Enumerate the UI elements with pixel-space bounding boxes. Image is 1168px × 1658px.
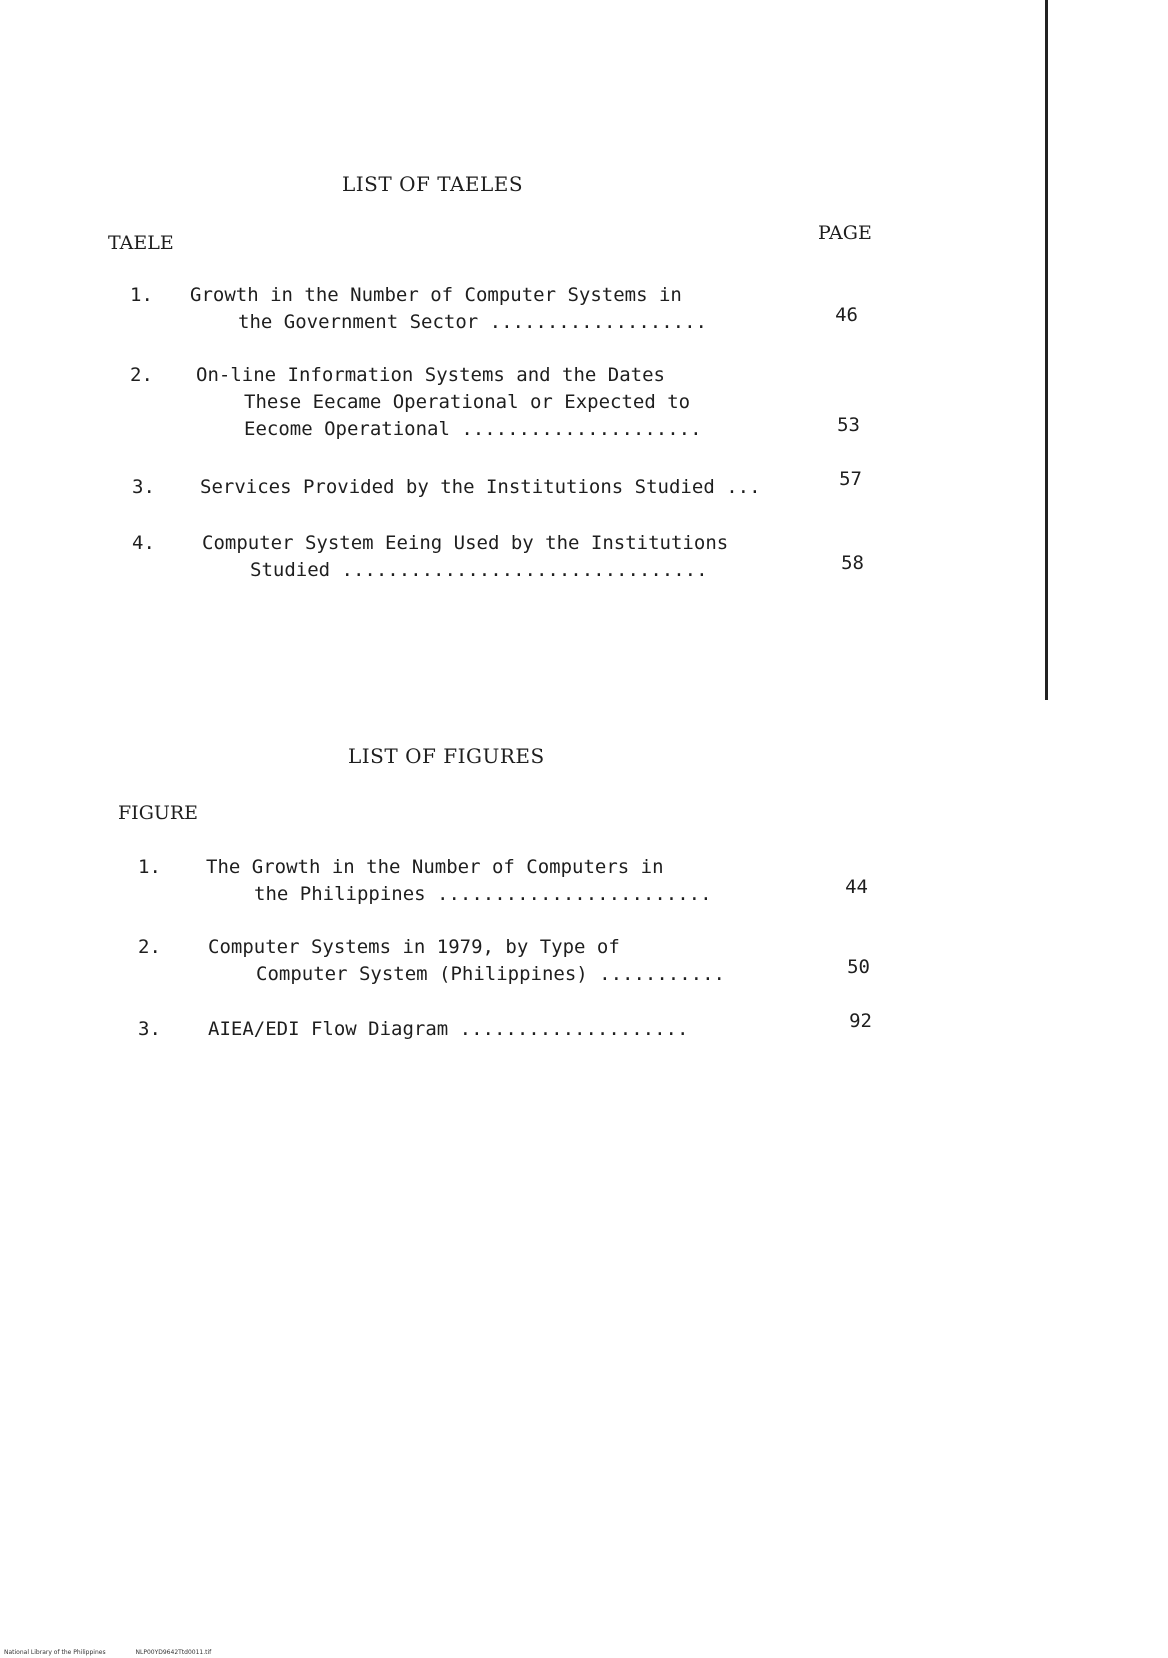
entry-page: 92 [849,1010,872,1032]
page-column-label: PAGE [818,222,872,244]
entry-title: AIEA/EDI Flow Diagram .................... [208,1018,689,1040]
figure-column-label: FIGURE [118,802,199,824]
figures-title: LIST OF FIGURES [348,744,545,768]
entry-number: 1. [130,284,153,306]
entry-number: 1. [138,856,161,878]
footer-file: NLP00YD9642Ttd0011.tif [135,1649,212,1656]
table-column-label: TAELE [108,232,174,254]
entry-number: 4. [132,532,155,554]
entry-title: The Growth in the Number of Computers in the Philippines ........................ [206,856,712,905]
entry-page: 57 [839,468,862,490]
entry-title: Services Provided by the Institutions Studied ... [200,476,761,498]
entry-title: On-line Information Systems and the Dates These Eecame Operational or Expected to Eecome Operational ..................... [196,364,702,440]
scan-edge-line [1045,0,1048,700]
entry-page: 50 [847,956,870,978]
entry-title: Computer Systems in 1979, by Type of Computer System (Philippines) ........... [208,936,725,985]
entry-title: Computer System Eeing Used by the Institutions Studied ................................ [202,532,729,581]
entry-number: 3. [132,476,155,498]
scan-footer [4,1649,239,1656]
entry-title: Growth in the Number of Computer Systems in the Government Sector ................... [190,284,707,333]
entry-page: 53 [837,414,860,436]
entry-page: 46 [835,304,858,326]
entry-page: 58 [841,552,864,574]
footer-library: National Library of the Philippines [4,1649,106,1656]
tables-title: LIST OF TAELES [342,172,524,196]
entry-number: 2. [138,936,161,958]
entry-number: 3. [138,1018,161,1040]
entry-number: 2. [130,364,153,386]
entry-page: 44 [845,876,868,898]
